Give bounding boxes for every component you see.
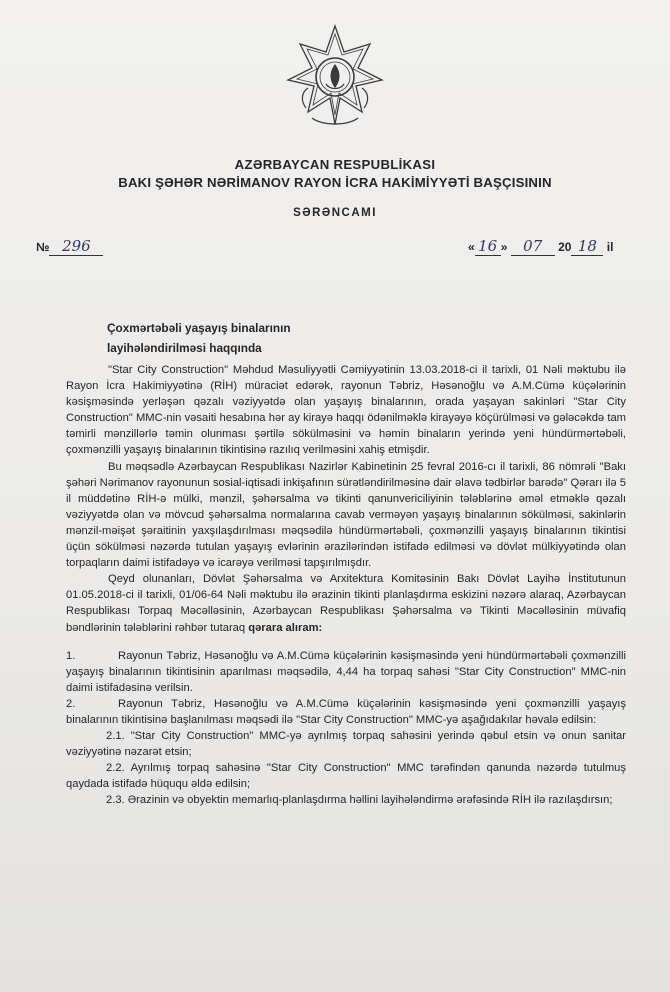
document-date — [468, 237, 613, 256]
document-number — [36, 237, 103, 256]
header-doc-type: SƏRƏNCAMI — [293, 207, 377, 219]
state-emblem-icon — [282, 22, 388, 132]
header-authority: BAKI ŞƏHƏR NƏRİMANOV RAYON İCRA HAKİMİYYƏTİ BAŞÇISININ — [118, 175, 552, 190]
subject-line-2: layihələndirilməsi haqqında — [107, 341, 262, 355]
item-2 — [66, 696, 626, 728]
paragraph-3-text: Qeyd olunanları, Dövlət Şəhərsalma və Arxitektura Komitəsinin Bakı Dövlət Layihə İnstitutunun 01.05.2018-ci il tarixli, 01/06-64 Nəli məktubu ilə ərazinin tikinti planlaşdırma eskizini nəzərə alaraq, Azərbaycan Respublikası Torpaq Məcəlləsinin, Azərbaycan Respublikası Şəhərsalma və Tikinti Məcəlləsinin müvafiq bəndlərinin tələblərini rəhbər tutaraq — [66, 573, 626, 634]
document-subject — [107, 318, 291, 358]
date-open-quote: « — [468, 240, 475, 254]
date-suffix: il — [606, 240, 614, 254]
paragraph-3 — [66, 571, 626, 635]
date-month: 07 — [511, 237, 555, 256]
date-year-suffix: 18 — [571, 237, 603, 256]
item-1-text: Rayonun Təbriz, Həsənoğlu və A.M.Cümə küçələrinin kəsişməsində yeni hündürmərtəbəli çoxmənzilli yaşayış binalarının tikintisinin aparılması məqsədilə, 4,44 ha torpaq sahəsi "Star City Construction" MMC-nin daimi istifadəsinə verilsin. — [66, 649, 626, 694]
decision-phrase: qərara alıram: — [248, 621, 323, 634]
document-body — [66, 362, 626, 809]
header-republic: AZƏRBAYCAN RESPUBLİKASI — [234, 157, 436, 172]
item-2-number: 2. — [66, 697, 76, 710]
item-2-text: Rayonun Təbriz, Həsənoğlu və A.M.Cümə küçələrinin kəsişməsində yeni çoxmənzilli yaşayış binalarının tikintisinə başlanılması məqsədi ilə "Star City Construction" MMC-yə aşağıdakılar həvalə edilsin: — [66, 697, 626, 726]
item-1 — [66, 648, 626, 696]
date-year-prefix: 20 — [558, 240, 572, 254]
doc-number-prefix: № — [36, 240, 50, 254]
item-2-2: 2.2. Ayrılmış torpaq sahəsinə "Star City Construction" MMC tərəfindən qanunda nəzərdə tutulmuş qaydada istifadə hüququ əldə edilsin; — [66, 762, 626, 791]
paragraph-2: Bu məqsədlə Azərbaycan Respublikası Nazirlər Kabinetinin 25 fevral 2016-cı il tarixli, 86 nömrəli "Bakı şəhəri Nərimanov rayonunun sosial-iqtisadi inkişafının sürətləndirilməsinə dair əlavə tədbirlər barədə" Qərarı ilə 5 il müddətinə RİH-ə mülki, mənzil, şəhərsalma və tikinti qanunvericiliyinin tələblərinə əməl etməklə qəzalı vəziyyətdə olan və mövcud şəhərsalma normalarına cavab verməyən yaşayış binalarının sökülməsi, sakinlərin mənzil-məişət şəraitinin yaxşılaşdırılması məqsədilə hündürmərtəbəli, çoxmənzilli yaşayış binalarının tikintisi üçün sökülməsi nəzərdə tutulan yaşayış evlərinin ərazilərindən istifadə edilməsi və dövlət mülkiyyətində olan torpaqların daimi istifadəyə və icarəyə verilməsi tapşırılmışdır. — [66, 460, 626, 570]
doc-number-value: 296 — [49, 237, 103, 256]
item-2-3: 2.3. Ərazinin və obyektin memarlıq-planlaşdırma həllini layihələndirmə ərəfəsində RİH ilə razılaşdırsın; — [106, 794, 613, 807]
date-day: 16 — [475, 237, 501, 256]
item-2-1: 2.1. "Star City Construction" MMC-yə ayrılmış torpaq sahəsini yerində qəbul etsin və onun sanitar vəziyyətinə nəzarət etsin; — [66, 730, 626, 759]
item-1-number: 1. — [66, 649, 76, 662]
paragraph-1: "Star City Construction" Məhdud Məsuliyyətli Cəmiyyətinin 13.03.2018-ci il tarixli, 01 Nəli məktubu ilə Rayon İcra Hakimiyyətinə (RİH) müraciət edərək, rayonun Təbriz, Həsənoğlu və A.M.Cümə küçələrinin kəsişməsində yerləşən qəzalı vəziyyətdə olan yaşayış binalarının, orada yaşayan sakinləri "Star City Construction" MMC-nin vəsaiti hesabına hər ay kirayə haqqı ödənilməklə kirayəyə köçürülməsi və gələcəkdə tam təmirli mənzillərlə təmin olunması şərtilə sökülməsini və həmin binaların yerində yeni hündürmərtəbəli, çoxmənzilli yaşayış binalarının tikintisinə razılıq verilməsini xahiş etmişdir. — [66, 364, 626, 457]
date-close-quote: » — [500, 240, 508, 254]
subject-line-1: Çoxmərtəbəli yaşayış binalarının — [107, 321, 291, 335]
